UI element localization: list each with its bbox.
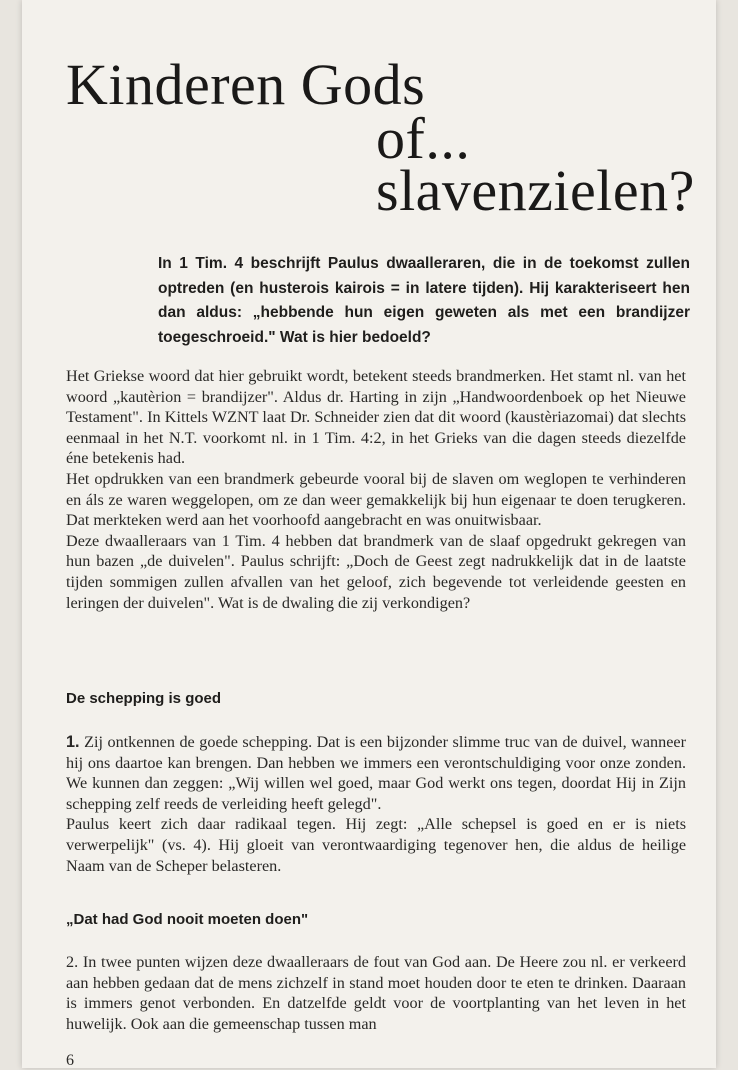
section-heading-1: De schepping is goed xyxy=(66,690,222,707)
title-line-3: slavenzielen? xyxy=(376,158,695,223)
page-number: 6 xyxy=(66,1052,74,1069)
section1-paragraph-2: Paulus keert zich daar radikaal tegen. Hij zegt: „Alle schepsel is goed en er is niets verwerpelijk" (vs. 4). Hij gloeit van verontwaardiging tegenover hen, die aldus de heilige Naam van de Scheper belasteren. xyxy=(66,815,686,875)
body-text-3 xyxy=(66,952,686,1034)
section-number-1: 1. xyxy=(66,733,80,751)
section1-text-1: Zij ontkennen de goede schepping. Dat is een bijzonder slimme truc van de duivel, wanneer hij ons daartoe kan brengen. Dan hebben we immers een verontschuldiging voor onze zonden. We kunnen dan zeggen: „Wij willen wel goed, maar God werkt ons tegen, doordat Hij in Zijn schepping zelf reeds de verleiding heeft gelegd". xyxy=(66,733,687,813)
paragraph-1: Het Griekse woord dat hier gebruikt wordt, betekent steeds brandmerken. Het stamt nl. van het woord „kautèrion = brandijzer". Aldus dr. Harting in zijn „Handwoordenboek op het Nieuwe Testament". In Kittels WZNT laat Dr. Schneider zien dat dit woord (kaustèriazomai) dat slechts eenmaal in het N.T. voorkomt nl. in 1 Tim. 4:2, in het Grieks van die dagen steeds diezelfde éne betekenis had. xyxy=(66,367,686,468)
section-heading-2: „Dat had God nooit moeten doen" xyxy=(66,911,309,928)
body-text-2 xyxy=(66,732,686,876)
section2-paragraph-1 xyxy=(66,952,686,1034)
body-text-1 xyxy=(66,366,686,613)
section1-paragraph-1 xyxy=(66,732,686,814)
page xyxy=(22,0,716,1068)
intro-paragraph: In 1 Tim. 4 beschrijft Paulus dwaalleraren, die in de toekomst zullen optreden (en husterois kairois = in latere tijden). Hij karakteriseert hen dan aldus: „hebbende hun eigen geweten als met een brandijzer toegeschroeid." Wat is hier bedoeld? xyxy=(158,255,690,346)
section-number-2: 2. xyxy=(66,953,79,971)
paragraph-2: Het opdrukken van een brandmerk gebeurde vooral bij de slaven om weglopen te verhinderen en áls ze waren weggelopen, om ze dan weer gemakkelijk bij hun eigenaar te doen terugkeren. Dat merkteken werd aan het voorhoofd aangebracht en was onuitwisbaar. xyxy=(66,469,686,530)
paragraph-3: Deze dwaalleraars van 1 Tim. 4 hebben dat brandmerk van de slaaf opgedrukt gekregen van hun bazen „de duivelen". Paulus schrijft: „Doch de Geest zegt nadrukkelijk dat in de laatste tijden sommigen zullen afvallen van het geloof, zich begevende tot verleidende geesten en leringen der duivelen". Wat is de dwaling die zij verkondigen? xyxy=(66,531,686,612)
title-line-1: Kinderen Gods xyxy=(66,52,426,117)
title-line-2: of... xyxy=(376,106,471,171)
section2-text-1: In twee punten wijzen deze dwaalleraars de fout van God aan. De Heere zou nl. er verkeerd aan hebben gedaan dat de mens zichzelf in stand moet houden door te eten te drinken. Daaraan is immers genot verbonden. En datzelfde geldt voor de voortplanting van het leven in het huwelijk. Ook aan die gemeenschap tussen man xyxy=(66,953,686,1033)
